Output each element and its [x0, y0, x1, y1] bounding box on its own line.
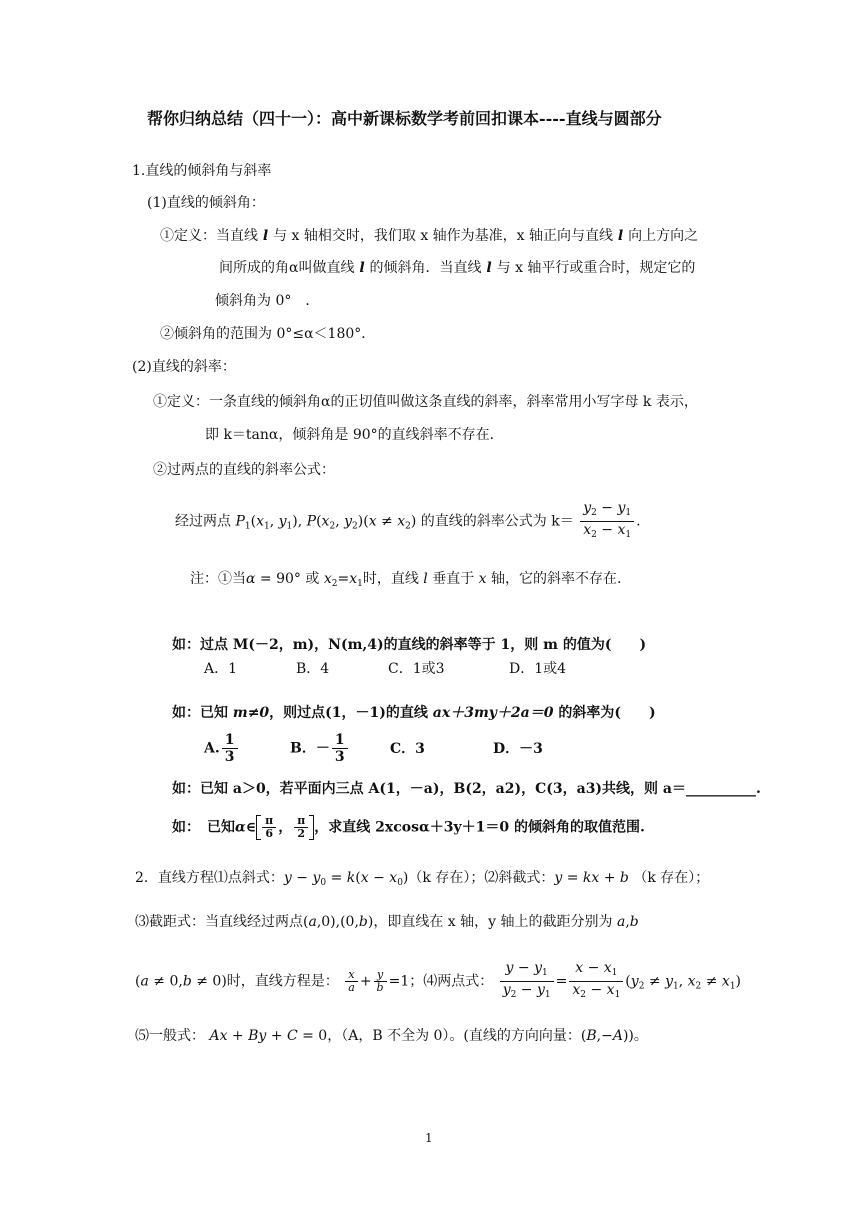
slope-note: 注：①当α = 90° 或 $x_2=x_1$时，直线 l 垂直于 x 轴，它的斜率不存在.: [190, 571, 622, 589]
definition-inclination-line1: ①定义：当直线 l 与 x 轴相交时，我们取 x 轴作为基准，x 轴正向与直线 l 向上方向之: [160, 228, 699, 244]
example1-option-c: C．1或3: [388, 661, 445, 677]
example2-option-c: C．3: [390, 741, 425, 757]
section2-line2: ⑶截距式：当直线经过两点(a,0),(0,b)，即直线在 x 轴，y 轴上的截距分别为 a,b: [135, 914, 639, 930]
inclination-range: ②倾斜角的范围为 0°≤α＜180°．: [160, 326, 376, 342]
slope-fraction: $\frac{y_2 - y_1}{x_2 - x_1}$: [580, 500, 634, 543]
interval-bracket: $\frac{\pi}{6}$ ， $\frac{\pi}{2}$: [256, 815, 314, 840]
example3-question: 如：已知 a＞0，若平面内三点 A(1，－a)，B(2，a2)，C(3，a3)共线，则 a＝__________.: [172, 781, 761, 797]
slope-formula: 经过两点 $P_1(x_1$, $y_1$), $P(x_2$, $y_2)(x \ne x_2)$ 的直线的斜率公式为 k＝ $\frac{y_2 - y_1}{x_2 - x_1}$ .: [175, 500, 641, 543]
fraction-neg-one-third: $\frac{1}{3}$: [332, 732, 348, 765]
page-number: 1: [425, 1131, 433, 1145]
example1-option-d: D．1或4: [509, 661, 567, 677]
example1-option-a: A．1: [204, 661, 238, 677]
definition-inclination-line2: 间所成的角α叫做直线 l 的倾斜角．当直线 l 与 x 轴平行或重合时，规定它的: [219, 260, 696, 276]
page-title: 帮你归纳总结（四十一）：高中新课标数学考前回扣课本----直线与圆部分: [147, 109, 662, 128]
section2-line4: ⑸一般式： Ax + By + C = 0，（A，B 不全为 0）。(直线的方向向量：(B,−A))。: [135, 1028, 648, 1044]
section2-line1: 2．直线方程⑴点斜式：$y - y_0 = k(x - x_0)(k$ 存在）；⑵斜截式：y = kx + b （k 存在）；: [135, 870, 710, 888]
definition-slope-line1: ①定义：一条直线的倾斜角α的正切值叫做这条直线的斜率，斜率常用小写字母 k 表示，: [153, 394, 698, 410]
example4-question: 如： 已知α∈ $\frac{\pi}{6}$ ， $\frac{\pi}{2}$ ，求直线 2xcosα＋3y＋1＝0 的倾斜角的取值范围.: [172, 814, 645, 840]
example1-question: 如：过点 M(－2，m)，N(m,4)的直线的斜率等于 1，则 m 的值为( ): [172, 637, 647, 653]
example2-question: 如：已知 m≠0，则过点(1，－1)的直线 ax＋3my＋2a＝0 的斜率为( ): [172, 705, 656, 721]
section1-heading: 1.直线的倾斜角与斜率: [132, 163, 272, 179]
definition-slope-line2: 即 k＝tanα，倾斜角是 90°的直线斜率不存在．: [205, 427, 504, 443]
example2-option-d: D．－3: [493, 741, 543, 757]
slope-formula-heading: ②过两点的直线的斜率公式：: [153, 462, 335, 478]
example2-option-a: A. $\frac{1}{3}$: [204, 732, 240, 765]
example2-option-b: B．－ $\frac{1}{3}$: [290, 732, 350, 765]
subsection-slope: (2)直线的斜率：: [132, 359, 236, 375]
example1-option-b: B．4: [296, 661, 330, 677]
fraction-one-third: $\frac{1}{3}$: [222, 732, 238, 765]
section2-line3: (a ≠ 0,b ≠ 0)时，直线方程是： $\frac{x}{a}$ + $\frac{y}{b}$ =1；⑷两点式： $\frac{y - y_1}{y_2 - y_1}$ = $\frac{x - x_1}{x_2 - x_1}$ ($y_2 \ne y_1$, $x_2 \ne x_1$): [135, 960, 742, 1000]
subsection-inclination: (1)直线的倾斜角：: [147, 195, 265, 211]
definition-inclination-line3: 倾斜角为 0° ．: [215, 293, 320, 309]
